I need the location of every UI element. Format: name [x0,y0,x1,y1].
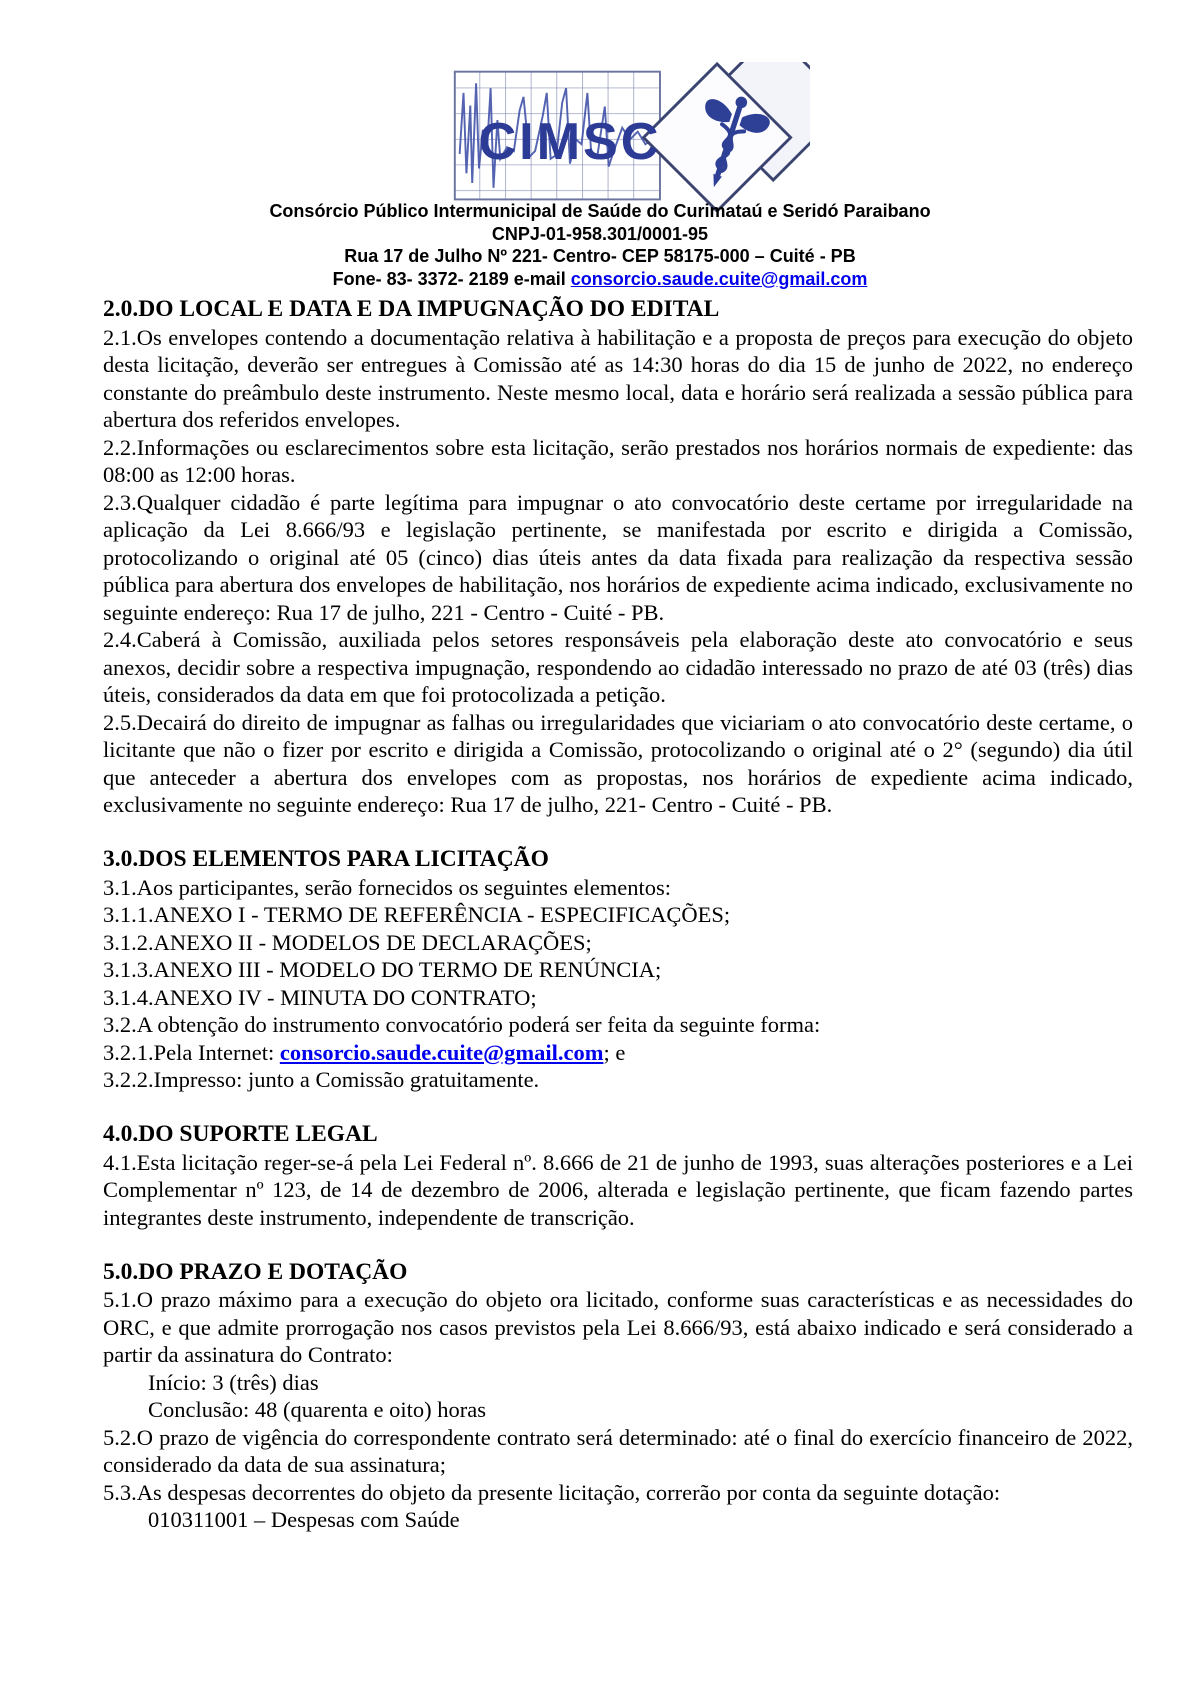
document-body [103,296,1133,1534]
paragraph-3-2: 3.2.A obtenção do instrumento convocatório poderá ser feita da seguinte forma: [103,1012,821,1037]
paragraph-2-2: 2.2.Informações ou esclarecimentos sobre esta licitação, serão prestados nos horários normais de expediente: das 08:00 as 12:00 horas. [103,434,1133,487]
section-3-heading: 3.0.DOS ELEMENTOS PARA LICITAÇÃO [103,846,549,872]
paragraph-5-1: 5.1.O prazo máximo para a execução do objeto ora licitado, conforme suas características e as necessidades do ORC, e que admite prorrogação nos casos previstos pela Lei 8.666/93, está abaixo indicado e será considerado a partir da assinatura do Contrato: [103,1287,1133,1367]
cimsc-logo [448,62,810,212]
paragraph-2-1: 2.1.Os envelopes contendo a documentação relativa à habilitação e a proposta de preços para execução do objeto desta licitação, deverão ser entregues à Comissão até as 14:30 horas do dia 15 de junho de 2022, no endereço constante do preâmbulo deste instrumento. Neste mesmo local, data e horário será realizada a sessão pública para abertura dos referidos envelopes. [103,324,1133,432]
cimsc-logo-graphic [448,62,810,212]
section-4-heading: 4.0.DO SUPORTE LEGAL [103,1121,378,1147]
paragraph-2-5: 2.5.Decairá do direito de impugnar as falhas ou irregularidades que viciariam o ato convocatório deste certame, o licitante que não o fizer por escrito e dirigida a Comissão, protocolizando o original até o 2° (segundo) dia útil que anteceder a abertura dos envelopes com as propostas, nos horários de expediente acima indicado, exclusivamente no seguinte endereço: Rua 17 de julho, 221- Centro - Cuité - PB. [103,709,1133,817]
paragraph-2-3: 2.3.Qualquer cidadão é parte legítima para impugnar o ato convocatório deste certame por irregularidade na aplicação da Lei 8.666/93 e legislação pertinente, se manifestada por escrito e dirigida a Comissão, protocolizando o original até 05 (cinco) dias úteis antes da data fixada para realização da respectiva sessão pública para abertura dos envelopes de habilitação, nos horários de expediente acima indicado, exclusivamente no seguinte endereço: Rua 17 de julho, 221 - Centro - Cuité - PB. [103,489,1133,625]
paragraph-5-3: 5.3.As despesas decorrentes do objeto da presente licitação, correrão por conta da seguinte dotação: [103,1479,1001,1505]
paragraph-3-2-1 [103,1039,1133,1067]
org-contact [0,268,1200,291]
internet-prefix: 3.2.1.Pela Internet: [103,1039,280,1065]
line-dotacao: 010311001 – Despesas com Saúde [148,1507,460,1532]
line-conclusao: Conclusão: 48 (quarenta e oito) horas [148,1397,487,1422]
logo-text: CIMSC [478,112,662,171]
line-inicio: Início: 3 (três) dias [148,1369,319,1395]
paragraph-4-1: 4.1.Esta licitação reger-se-á pela Lei Federal nº. 8.666 de 21 de junho de 1993, suas alterações posteriores e a Lei Complementar nº 123, de 14 de dezembro de 2006, alterada e legislação pertinente, que ficam fazendo partes integrantes deste instrumento, independente de transcrição. [103,1149,1133,1230]
internet-suffix: ; e [603,1039,626,1065]
paragraph-2-4: 2.4.Caberá à Comissão, auxiliada pelos setores responsáveis pela elaboração deste ato convocatório e seus anexos, decidir sobre a respectiva impugnação, respondendo ao cidadão interessado no prazo de até 03 (três) dias úteis, considerados da data em que foi protocolizada a petição. [103,627,1133,707]
org-cnpj: CNPJ-01-958.301/0001-95 [491,223,709,244]
header-email-link[interactable]: consorcio.saude.cuite@gmail.com [570,268,868,289]
org-address: Rua 17 de Julho Nº 221- Centro- CEP 58175-000 – Cuité - PB [344,246,856,266]
section-2-heading: 2.0.DO LOCAL E DATA E DA IMPUGNAÇÃO DO EDITAL [103,296,720,322]
paragraph-3-2-2: 3.2.2.Impresso: junto a Comissão gratuitamente. [103,1067,540,1092]
org-name: Consórcio Público Intermunicipal de Saúde do Curimataú e Seridó Paraibano [269,201,931,221]
section-5-heading: 5.0.DO PRAZO E DOTAÇÃO [103,1258,408,1285]
paragraph-3-1-2: 3.1.2.ANEXO II - MODELOS DE DECLARAÇÕES; [103,929,592,955]
org-phone: Fone- 83- 3372- 2189 e-mail [332,268,571,289]
paragraph-3-1-3: 3.1.3.ANEXO III - MODELO DO TERMO DE RENÚNCIA; [103,957,662,982]
paragraph-3-1-4: 3.1.4.ANEXO IV - MINUTA DO CONTRATO; [103,984,537,1010]
paragraph-5-2: 5.2.O prazo de vigência do correspondente contrato será determinado: até o final do exercício financeiro de 2022, considerado da data de sua assinatura; [103,1424,1133,1477]
paragraph-3-1-1: 3.1.1.ANEXO I - TERMO DE REFERÊNCIA - ESPECIFICAÇÕES; [103,902,731,927]
internet-email-link[interactable]: consorcio.saude.cuite@gmail.com [279,1039,604,1065]
letterhead [0,200,1200,290]
paragraph-3-1: 3.1.Aos participantes, serão fornecidos os seguintes elementos: [103,874,671,900]
